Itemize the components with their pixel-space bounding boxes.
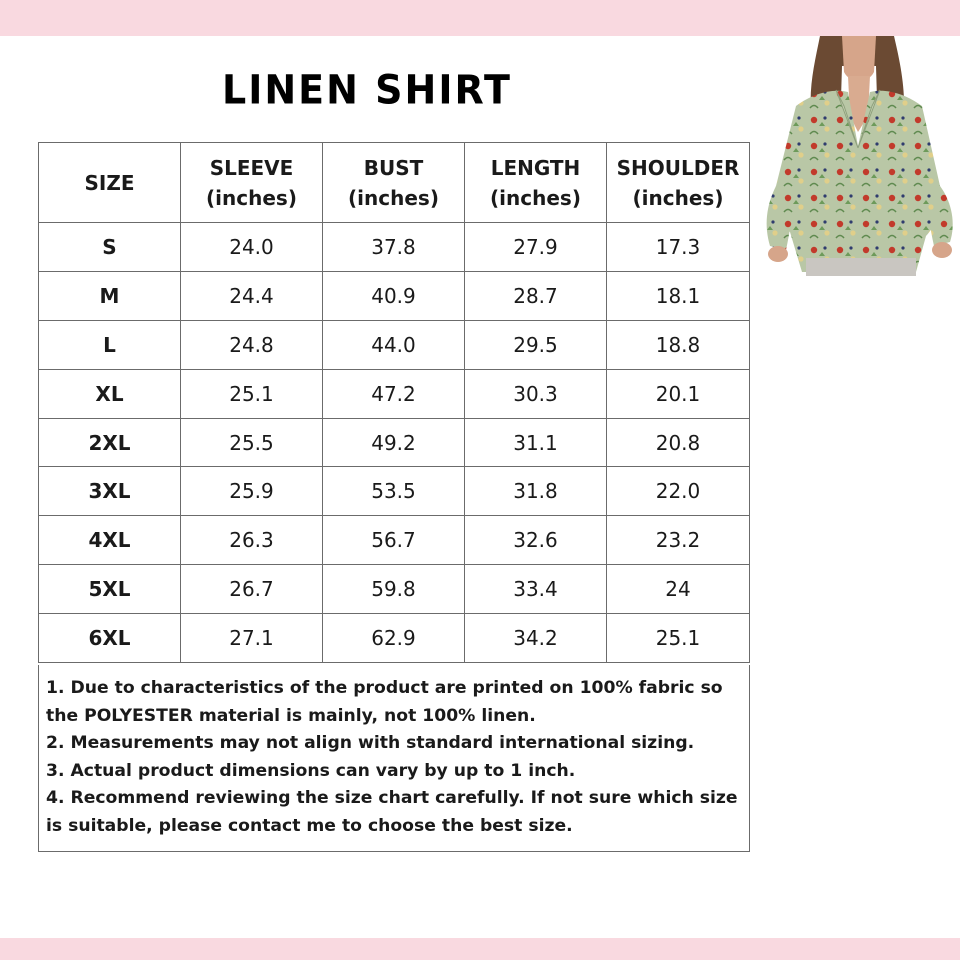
table-row	[39, 516, 750, 565]
table-row	[39, 320, 750, 369]
note-line: is suitable, please contact me to choose the best size.	[46, 815, 573, 836]
shoulder-cell: 18.1	[607, 271, 750, 320]
shoulder-cell: 17.3	[607, 223, 750, 272]
bust-cell: 56.7	[323, 516, 465, 565]
sleeve-cell: 26.7	[181, 565, 323, 614]
note-line: 2. Measurements may not align with standard international sizing.	[46, 733, 695, 754]
table-row	[39, 467, 750, 516]
shoulder-cell: 23.2	[607, 516, 750, 565]
bust-cell: 62.9	[323, 614, 465, 663]
bust-cell: 40.9	[323, 271, 465, 320]
sleeve-cell: 25.5	[181, 418, 323, 467]
note-line: 3. Actual product dimensions can vary by up to 1 inch.	[46, 760, 576, 781]
header-sleeve: SLEEVE (inches)	[181, 143, 323, 223]
size-cell: 3XL	[39, 467, 181, 516]
bust-cell: 37.8	[323, 223, 465, 272]
length-cell: 29.5	[465, 320, 607, 369]
table-row	[39, 614, 750, 663]
size-chart-table	[38, 142, 750, 663]
page-title: LINEN SHIRT	[222, 66, 512, 114]
model-wearing-printed-shirt-photo	[756, 36, 960, 276]
table-row	[39, 223, 750, 272]
sleeve-cell: 24.8	[181, 320, 323, 369]
sleeve-cell: 26.3	[181, 516, 323, 565]
sleeve-cell: 24.4	[181, 271, 323, 320]
table-row	[39, 565, 750, 614]
table-row	[39, 369, 750, 418]
header-shoulder: SHOULDER (inches)	[607, 143, 750, 223]
bust-cell: 59.8	[323, 565, 465, 614]
note-line: 1. Due to characteristics of the product are printed on 100% fabric so	[46, 678, 723, 698]
note-line: the POLYESTER material is mainly, not 100% linen.	[46, 705, 536, 726]
header-length: LENGTH (inches)	[465, 143, 607, 223]
bust-cell: 44.0	[323, 320, 465, 369]
length-cell: 33.4	[465, 565, 607, 614]
size-cell: L	[39, 320, 181, 369]
length-cell: 32.6	[465, 516, 607, 565]
size-cell: 4XL	[39, 516, 181, 565]
sleeve-cell: 25.9	[181, 467, 323, 516]
top-pink-band	[0, 0, 960, 36]
sleeve-cell: 25.1	[181, 369, 323, 418]
table-header-row	[39, 143, 750, 223]
table-row	[39, 271, 750, 320]
shoulder-cell: 24	[607, 565, 750, 614]
bust-cell: 53.5	[323, 467, 465, 516]
size-cell: XL	[39, 369, 181, 418]
shoulder-cell: 25.1	[607, 614, 750, 663]
shoulder-cell: 20.8	[607, 418, 750, 467]
size-cell: 6XL	[39, 614, 181, 663]
bottom-pink-band	[0, 938, 960, 960]
shoulder-cell: 20.1	[607, 369, 750, 418]
sleeve-cell: 24.0	[181, 223, 323, 272]
header-size: SIZE	[39, 143, 181, 223]
length-cell: 30.3	[465, 369, 607, 418]
shoulder-cell: 22.0	[607, 467, 750, 516]
size-cell: S	[39, 223, 181, 272]
size-cell: 2XL	[39, 418, 181, 467]
length-cell: 31.8	[465, 467, 607, 516]
table-row	[39, 418, 750, 467]
length-cell: 31.1	[465, 418, 607, 467]
bust-cell: 49.2	[323, 418, 465, 467]
length-cell: 27.9	[465, 223, 607, 272]
size-notes	[38, 665, 750, 852]
header-bust: BUST (inches)	[323, 143, 465, 223]
note-line: 4. Recommend reviewing the size chart carefully. If not sure which size	[46, 788, 738, 809]
size-cell: 5XL	[39, 565, 181, 614]
size-cell: M	[39, 271, 181, 320]
shoulder-cell: 18.8	[607, 320, 750, 369]
sleeve-cell: 27.1	[181, 614, 323, 663]
length-cell: 28.7	[465, 271, 607, 320]
bust-cell: 47.2	[323, 369, 465, 418]
length-cell: 34.2	[465, 614, 607, 663]
